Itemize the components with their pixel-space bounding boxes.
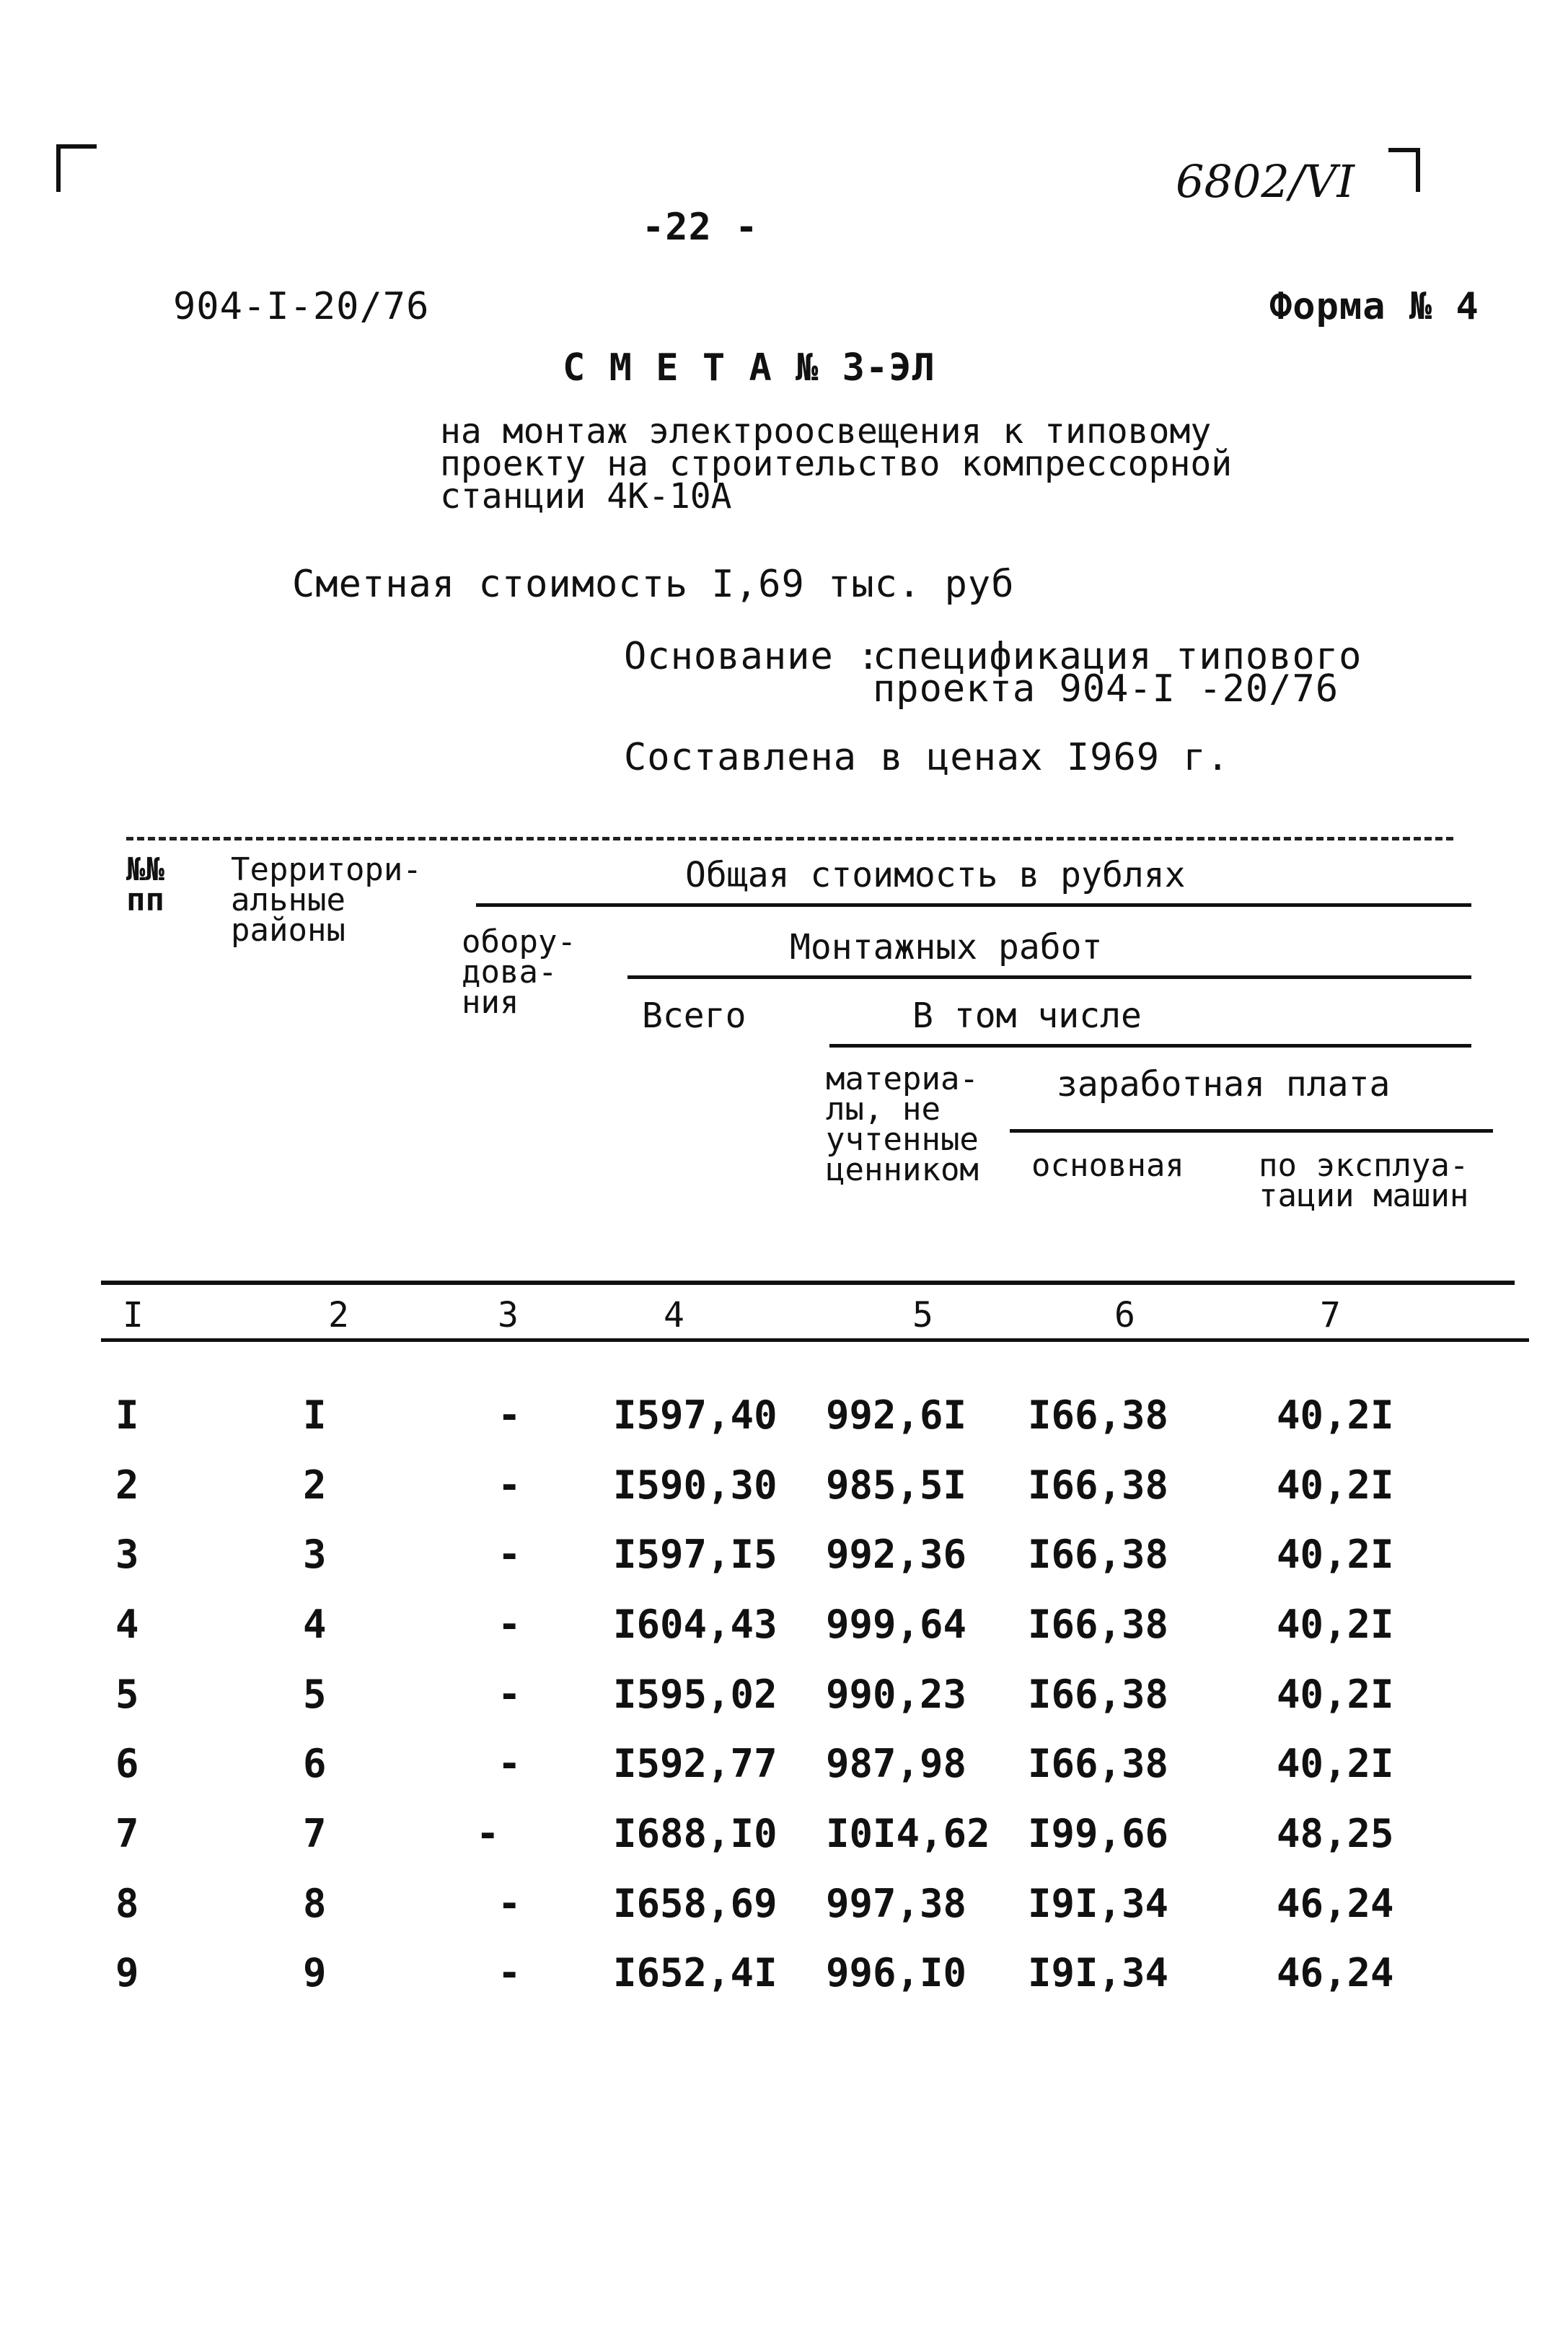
cell-machine-salary: 48,25: [1277, 1811, 1394, 1856]
header-salary: заработная плата: [1057, 1064, 1391, 1105]
cell-basic-salary: I66,38: [1028, 1392, 1169, 1438]
cell-machine-salary: 46,24: [1277, 1881, 1394, 1926]
cell-machine-salary: 46,24: [1277, 1950, 1394, 1996]
rule-header-bottom: [101, 1281, 1515, 1285]
title-line-3: станции 4К-10А: [440, 476, 732, 517]
rule-under-installation: [627, 975, 1471, 979]
cell-equipment: -: [498, 1741, 521, 1786]
cell-materials: 999,64: [826, 1602, 967, 1647]
cell-num: 4: [115, 1602, 139, 1647]
corner-mark-right: [1388, 148, 1420, 192]
cell-equipment: -: [498, 1602, 521, 1647]
cell-num: 8: [115, 1881, 139, 1926]
cell-basic-salary: I99,66: [1028, 1811, 1169, 1856]
table-row: [0, 1392, 1568, 1443]
header-basic: основная: [1031, 1147, 1184, 1184]
cell-basic-salary: I9I,34: [1028, 1881, 1169, 1926]
cell-materials: 992,36: [826, 1532, 967, 1577]
cell-total: I592,77: [613, 1741, 778, 1786]
header-equipment: обору- дова- ния: [462, 923, 576, 1021]
cell-total: I688,I0: [613, 1811, 778, 1856]
cell-basic-salary: I66,38: [1028, 1741, 1169, 1786]
cell-territory: 3: [303, 1532, 327, 1577]
table-row: [0, 1811, 1568, 1861]
cell-num: 7: [115, 1811, 139, 1856]
cell-machine-salary: 40,2I: [1277, 1462, 1394, 1508]
basis-label: Основание :: [624, 635, 881, 678]
cell-machine-salary: 40,2I: [1277, 1602, 1394, 1647]
cell-num: 5: [115, 1672, 139, 1717]
cell-territory: 7: [303, 1811, 327, 1856]
cell-basic-salary: I66,38: [1028, 1462, 1169, 1508]
cell-basic-salary: I66,38: [1028, 1602, 1169, 1647]
cell-equipment: -: [498, 1881, 521, 1926]
cell-equipment: -: [498, 1462, 521, 1508]
table-row: [0, 1532, 1568, 1582]
cell-total: I658,69: [613, 1881, 778, 1926]
header-total-cost: Общая стоимость в рублях: [685, 855, 1186, 895]
cell-materials: 985,5I: [826, 1462, 967, 1508]
table-row: [0, 1950, 1568, 2001]
cell-materials: 997,38: [826, 1881, 967, 1926]
cell-materials: 996,I0: [826, 1950, 967, 1996]
header-num: №№ пп: [126, 851, 164, 918]
corner-mark-left: [56, 144, 97, 192]
prices-basis: Составлена в ценах I969 г.: [624, 736, 1230, 779]
header-machines: по эксплуа- тации машин: [1259, 1147, 1469, 1214]
cell-num: 6: [115, 1741, 139, 1786]
cell-equipment: -: [498, 1392, 521, 1438]
rule-under-including: [829, 1044, 1471, 1048]
col-number: 5: [912, 1295, 933, 1335]
estimated-cost: Сметная стоимость I,69 тыс. руб: [292, 563, 1015, 606]
cell-machine-salary: 40,2I: [1277, 1741, 1394, 1786]
cell-machine-salary: 40,2I: [1277, 1392, 1394, 1438]
cell-total: I590,30: [613, 1462, 778, 1508]
cell-materials: 990,23: [826, 1672, 967, 1717]
cell-total: I597,I5: [613, 1532, 778, 1577]
cell-territory: 8: [303, 1881, 327, 1926]
cell-total: I597,40: [613, 1392, 778, 1438]
rule-col-numbers: [101, 1338, 1529, 1342]
col-number: 4: [664, 1295, 684, 1335]
basis-line-1: спецификация типового: [873, 635, 1362, 678]
header-including: В том числе: [912, 996, 1142, 1036]
cell-num: 9: [115, 1950, 139, 1996]
col-number: 2: [328, 1295, 349, 1335]
cell-equipment: -: [498, 1950, 521, 1996]
rule-under-total-cost: [476, 903, 1471, 907]
cell-territory: I: [303, 1392, 327, 1438]
header-materials: материа- лы, не учтенные ценником: [826, 1061, 979, 1188]
cell-total: I604,43: [613, 1602, 778, 1647]
cell-materials: 992,6I: [826, 1392, 967, 1438]
cell-basic-salary: I66,38: [1028, 1672, 1169, 1717]
cell-territory: 5: [303, 1672, 327, 1717]
table-row: [0, 1881, 1568, 1931]
cell-equipment: -: [476, 1811, 500, 1856]
cell-num: 2: [115, 1462, 139, 1508]
cell-territory: 9: [303, 1950, 327, 1996]
cell-num: 3: [115, 1532, 139, 1577]
cell-num: I: [115, 1392, 139, 1438]
cell-machine-salary: 40,2I: [1277, 1672, 1394, 1717]
header-territory: Территори- альные районы: [231, 851, 422, 949]
archive-number: 6802/VI: [1176, 155, 1355, 208]
cell-equipment: -: [498, 1532, 521, 1577]
table-row: [0, 1462, 1568, 1513]
cell-territory: 2: [303, 1462, 327, 1508]
col-number: 7: [1320, 1295, 1341, 1335]
col-number: 6: [1114, 1295, 1135, 1335]
table-top-rule: [126, 837, 1453, 840]
table-row: [0, 1602, 1568, 1652]
table-row: [0, 1672, 1568, 1722]
form-label: Форма № 4: [1269, 285, 1479, 328]
header-all: Всего: [642, 996, 746, 1036]
cell-machine-salary: 40,2I: [1277, 1532, 1394, 1577]
project-code: 904-I-20/76: [173, 285, 430, 328]
table-row: [0, 1741, 1568, 1791]
estimate-heading: С М Е Т А № 3-ЭЛ: [563, 346, 935, 390]
cell-total: I595,02: [613, 1672, 778, 1717]
cell-basic-salary: I66,38: [1028, 1532, 1169, 1577]
cell-equipment: -: [498, 1672, 521, 1717]
col-number: 3: [498, 1295, 519, 1335]
cell-materials: I0I4,62: [826, 1811, 990, 1856]
cell-basic-salary: I9I,34: [1028, 1950, 1169, 1996]
basis-line-2: проекта 904-I -20/76: [873, 667, 1339, 711]
page-number: -22 -: [642, 206, 759, 249]
header-installation: Монтажных работ: [790, 927, 1103, 967]
cell-total: I652,4I: [613, 1950, 778, 1996]
title-line-2: проекту на строительство компрессорной: [440, 444, 1233, 484]
cell-territory: 4: [303, 1602, 327, 1647]
cell-territory: 6: [303, 1741, 327, 1786]
col-number: I: [123, 1295, 144, 1335]
cell-materials: 987,98: [826, 1741, 967, 1786]
title-line-1: на монтаж электроосвещения к типовому: [440, 411, 1212, 452]
rule-under-salary: [1010, 1129, 1493, 1133]
